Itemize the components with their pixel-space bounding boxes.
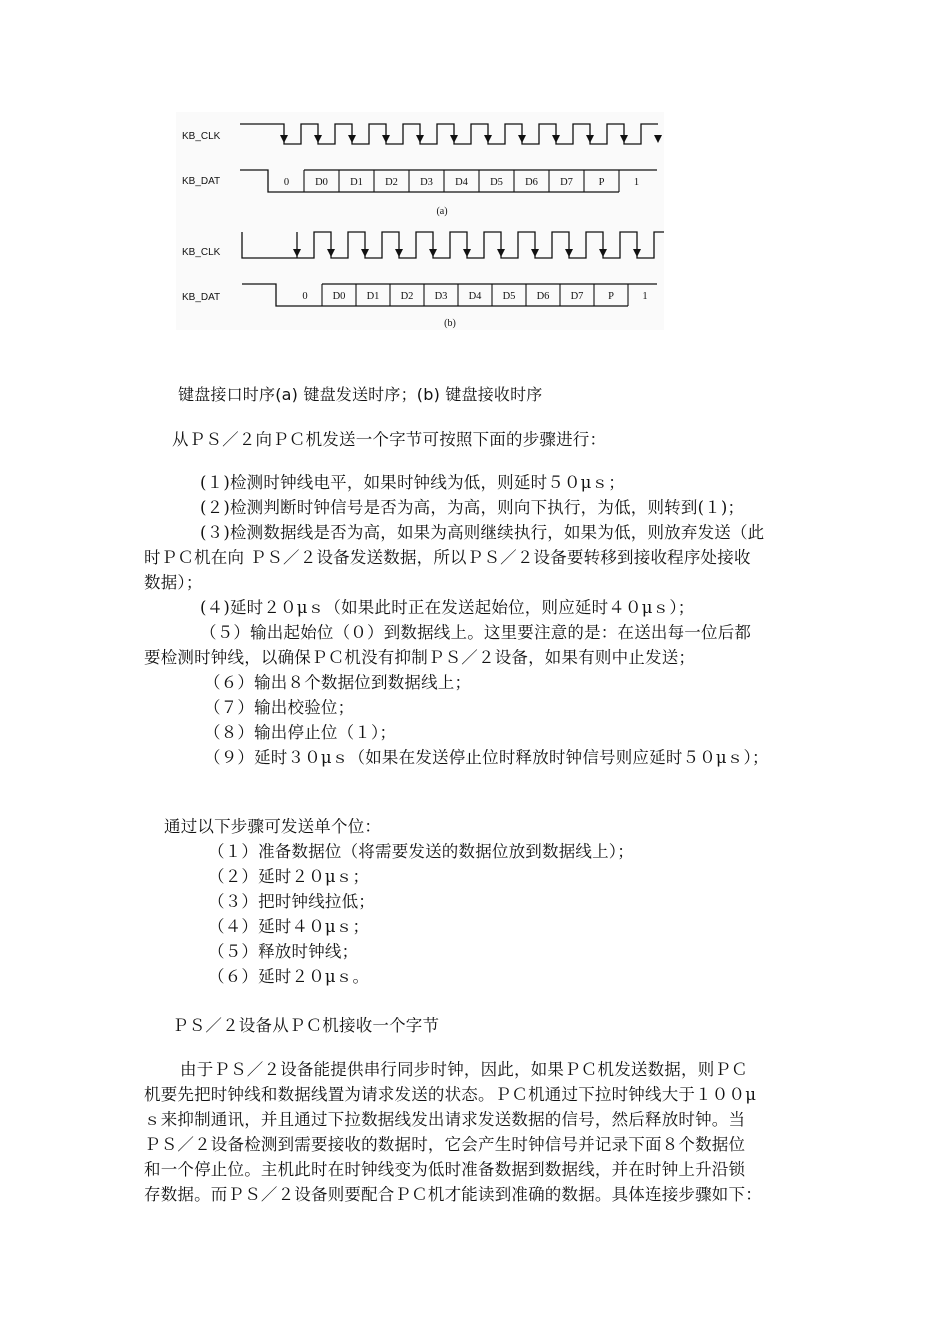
bit-cell-label: P: [608, 291, 614, 302]
diagram-a: [182, 124, 662, 217]
section2-line: （６）延时２０μｓ。: [208, 967, 370, 986]
bit-cell-label: D4: [468, 291, 482, 302]
timing-diagram-figure: [176, 112, 664, 330]
falling-edge-arrow-icon: [361, 249, 369, 257]
falling-edge-arrow-icon: [620, 135, 628, 143]
falling-edge-arrow-icon: [484, 135, 492, 143]
section3-line: 由于ＰＳ／２设备能提供串行同步时钟，因此，如果ＰＣ机发送数据，则ＰＣ: [180, 1060, 748, 1079]
section1-line: (４)延时２０μｓ（如果此时正在发送起始位，则应延时４０μｓ）；: [200, 598, 695, 617]
falling-edge-arrow-icon: [565, 249, 573, 257]
section1-line: (３)检测数据线是否为高，如果为高则继续执行，如果为低，则放弃发送（此: [200, 523, 765, 542]
section1-line: （８）输出停止位（１）；: [204, 723, 397, 742]
falling-edge-arrow-icon: [327, 249, 335, 257]
falling-edge-arrow-icon: [416, 135, 424, 143]
section3-line: ＰＳ／２设备检测到需要接收的数据时，它会产生时钟信号并记录下面８个数据位: [144, 1135, 746, 1154]
data-waveform-b: [242, 284, 657, 306]
section2-line: （４）延时４０μｓ；: [208, 917, 370, 936]
section1-line: (１)检测时钟线电平，如果时钟线为低，则延时５０μｓ；: [200, 473, 625, 492]
kb-clk-label-b: KB_CLK: [182, 247, 221, 258]
data-start-line: [240, 170, 304, 192]
bit-cell-label: D2: [385, 177, 398, 188]
bit-cell-label: D3: [434, 291, 448, 302]
figure-caption: 键盘接口时序(a) 键盘发送时序；(b) 键盘接收时序: [178, 385, 543, 404]
falling-edge-arrow-icon: [463, 249, 471, 257]
section2-line: （１）准备数据位（将需要发送的数据位放到数据线上）；: [208, 842, 634, 861]
bit-cell-label: D1: [366, 291, 380, 302]
section1-line: （７）输出校验位；: [204, 698, 355, 717]
falling-edge-arrow-icon: [395, 249, 403, 257]
falling-edge-arrow-icon: [280, 135, 288, 143]
kb-clk-label-a: KB_CLK: [182, 131, 221, 142]
clock-line: [242, 232, 664, 258]
section1-line: （５）输出起始位（０）到数据线上。这里要注意的是：在送出每一位后都: [200, 623, 752, 642]
diagram-b: [182, 232, 664, 329]
falling-edge-arrow-icon: [382, 135, 390, 143]
bit-cell-label: D0: [332, 291, 346, 302]
falling-edge-arrow-icon: [497, 249, 505, 257]
bit-cell-label: D1: [350, 177, 363, 188]
kb-dat-label-a: KB_DAT: [182, 176, 221, 187]
section1-line: 要检测时钟线，以确保ＰＣ机没有抑制ＰＳ／２设备，如果有则中止发送；: [144, 648, 696, 667]
clock-waveform-b: [242, 232, 664, 258]
bit-cell-label: D4: [455, 177, 468, 188]
section3-line: 存数据。而ＰＳ／２设备则要配合ＰＣ机才能读到准确的数据。具体连接步骤如下：: [144, 1185, 762, 1204]
bit-cell-label: D5: [502, 291, 516, 302]
section2-line: （２）延时２０μｓ；: [208, 867, 370, 886]
data-waveform-a: [240, 170, 657, 192]
bit-cell-label: D7: [560, 177, 573, 188]
bit-cell-label: D2: [400, 291, 414, 302]
section3-line: 机要先把时钟线和数据线置为请求发送的状态。ＰＣ机通过下拉时钟线大于１００μ: [144, 1085, 757, 1104]
falling-edge-arrow-icon: [518, 135, 526, 143]
falling-edge-arrow-icon: [314, 135, 322, 143]
bit-cell-label: 1: [633, 177, 640, 188]
bit-cell-label: D7: [570, 291, 584, 302]
section3-heading: ＰＳ／２设备从ＰＣ机接收一个字节: [172, 1016, 440, 1035]
section1-heading: 从ＰＳ／２向ＰＣ机发送一个字节可按照下面的步骤进行：: [172, 430, 607, 449]
timing-diagram: [176, 112, 664, 330]
bit-cell-label: 0: [283, 177, 290, 188]
falling-edge-arrow-icon: [586, 135, 594, 143]
falling-edge-arrow-icon: [633, 249, 641, 257]
section1-line: (２)检测判断时钟信号是否为高，为高，则向下执行，为低，则转到(１)；: [200, 498, 745, 517]
falling-edge-arrow-icon: [552, 135, 560, 143]
section2-line: （５）释放时钟线；: [208, 942, 359, 961]
kb-dat-label-b: KB_DAT: [182, 292, 221, 303]
falling-edge-arrow-icon: [450, 135, 458, 143]
clock-waveform-a: [240, 124, 662, 144]
bit-cell-label: 1: [642, 291, 648, 302]
falling-edge-arrow-icon: [348, 135, 356, 143]
section1-line: （６）输出８个数据位到数据线上；: [204, 673, 472, 692]
falling-edge-arrow-icon: [293, 249, 301, 257]
falling-edge-arrow-icon: [654, 135, 662, 143]
bit-cell-label: D0: [315, 177, 328, 188]
bit-cell-label: P: [598, 177, 605, 188]
sub-label-b: (b): [444, 318, 456, 329]
section1-line: （９）延时３０μｓ（如果在发送停止位时释放时钟信号则应延时５０μｓ）；: [204, 748, 769, 767]
bit-cell-label: D3: [420, 177, 433, 188]
falling-edge-arrow-icon: [531, 249, 539, 257]
bit-cell-label: D6: [536, 291, 550, 302]
section1-line: 时ＰＣ机在向 ＰＳ／２设备发送数据，所以ＰＳ／２设备要转移到接收程序处接收: [144, 548, 751, 567]
section1-line: 数据）；: [144, 573, 203, 592]
bit-cell-label: 0: [302, 291, 308, 302]
bit-cell-label: D5: [490, 177, 503, 188]
section2-heading: 通过以下步骤可发送单个位：: [164, 817, 382, 836]
falling-edge-arrow-icon: [599, 249, 607, 257]
section3-line: 和一个停止位。主机此时在时钟线变为低时准备数据到数据线，并在时钟上升沿锁: [144, 1160, 746, 1179]
sub-label-a: (a): [436, 206, 448, 217]
data-start-line: [242, 284, 322, 306]
section3-line: ｓ来抑制通讯，并且通过下拉数据线发出请求发送数据的信号，然后释放时钟。当: [144, 1110, 746, 1129]
section2-line: （３）把时钟线拉低；: [208, 892, 375, 911]
bit-cell-label: D6: [525, 177, 538, 188]
clock-line: [240, 124, 658, 144]
falling-edge-arrow-icon: [429, 249, 437, 257]
